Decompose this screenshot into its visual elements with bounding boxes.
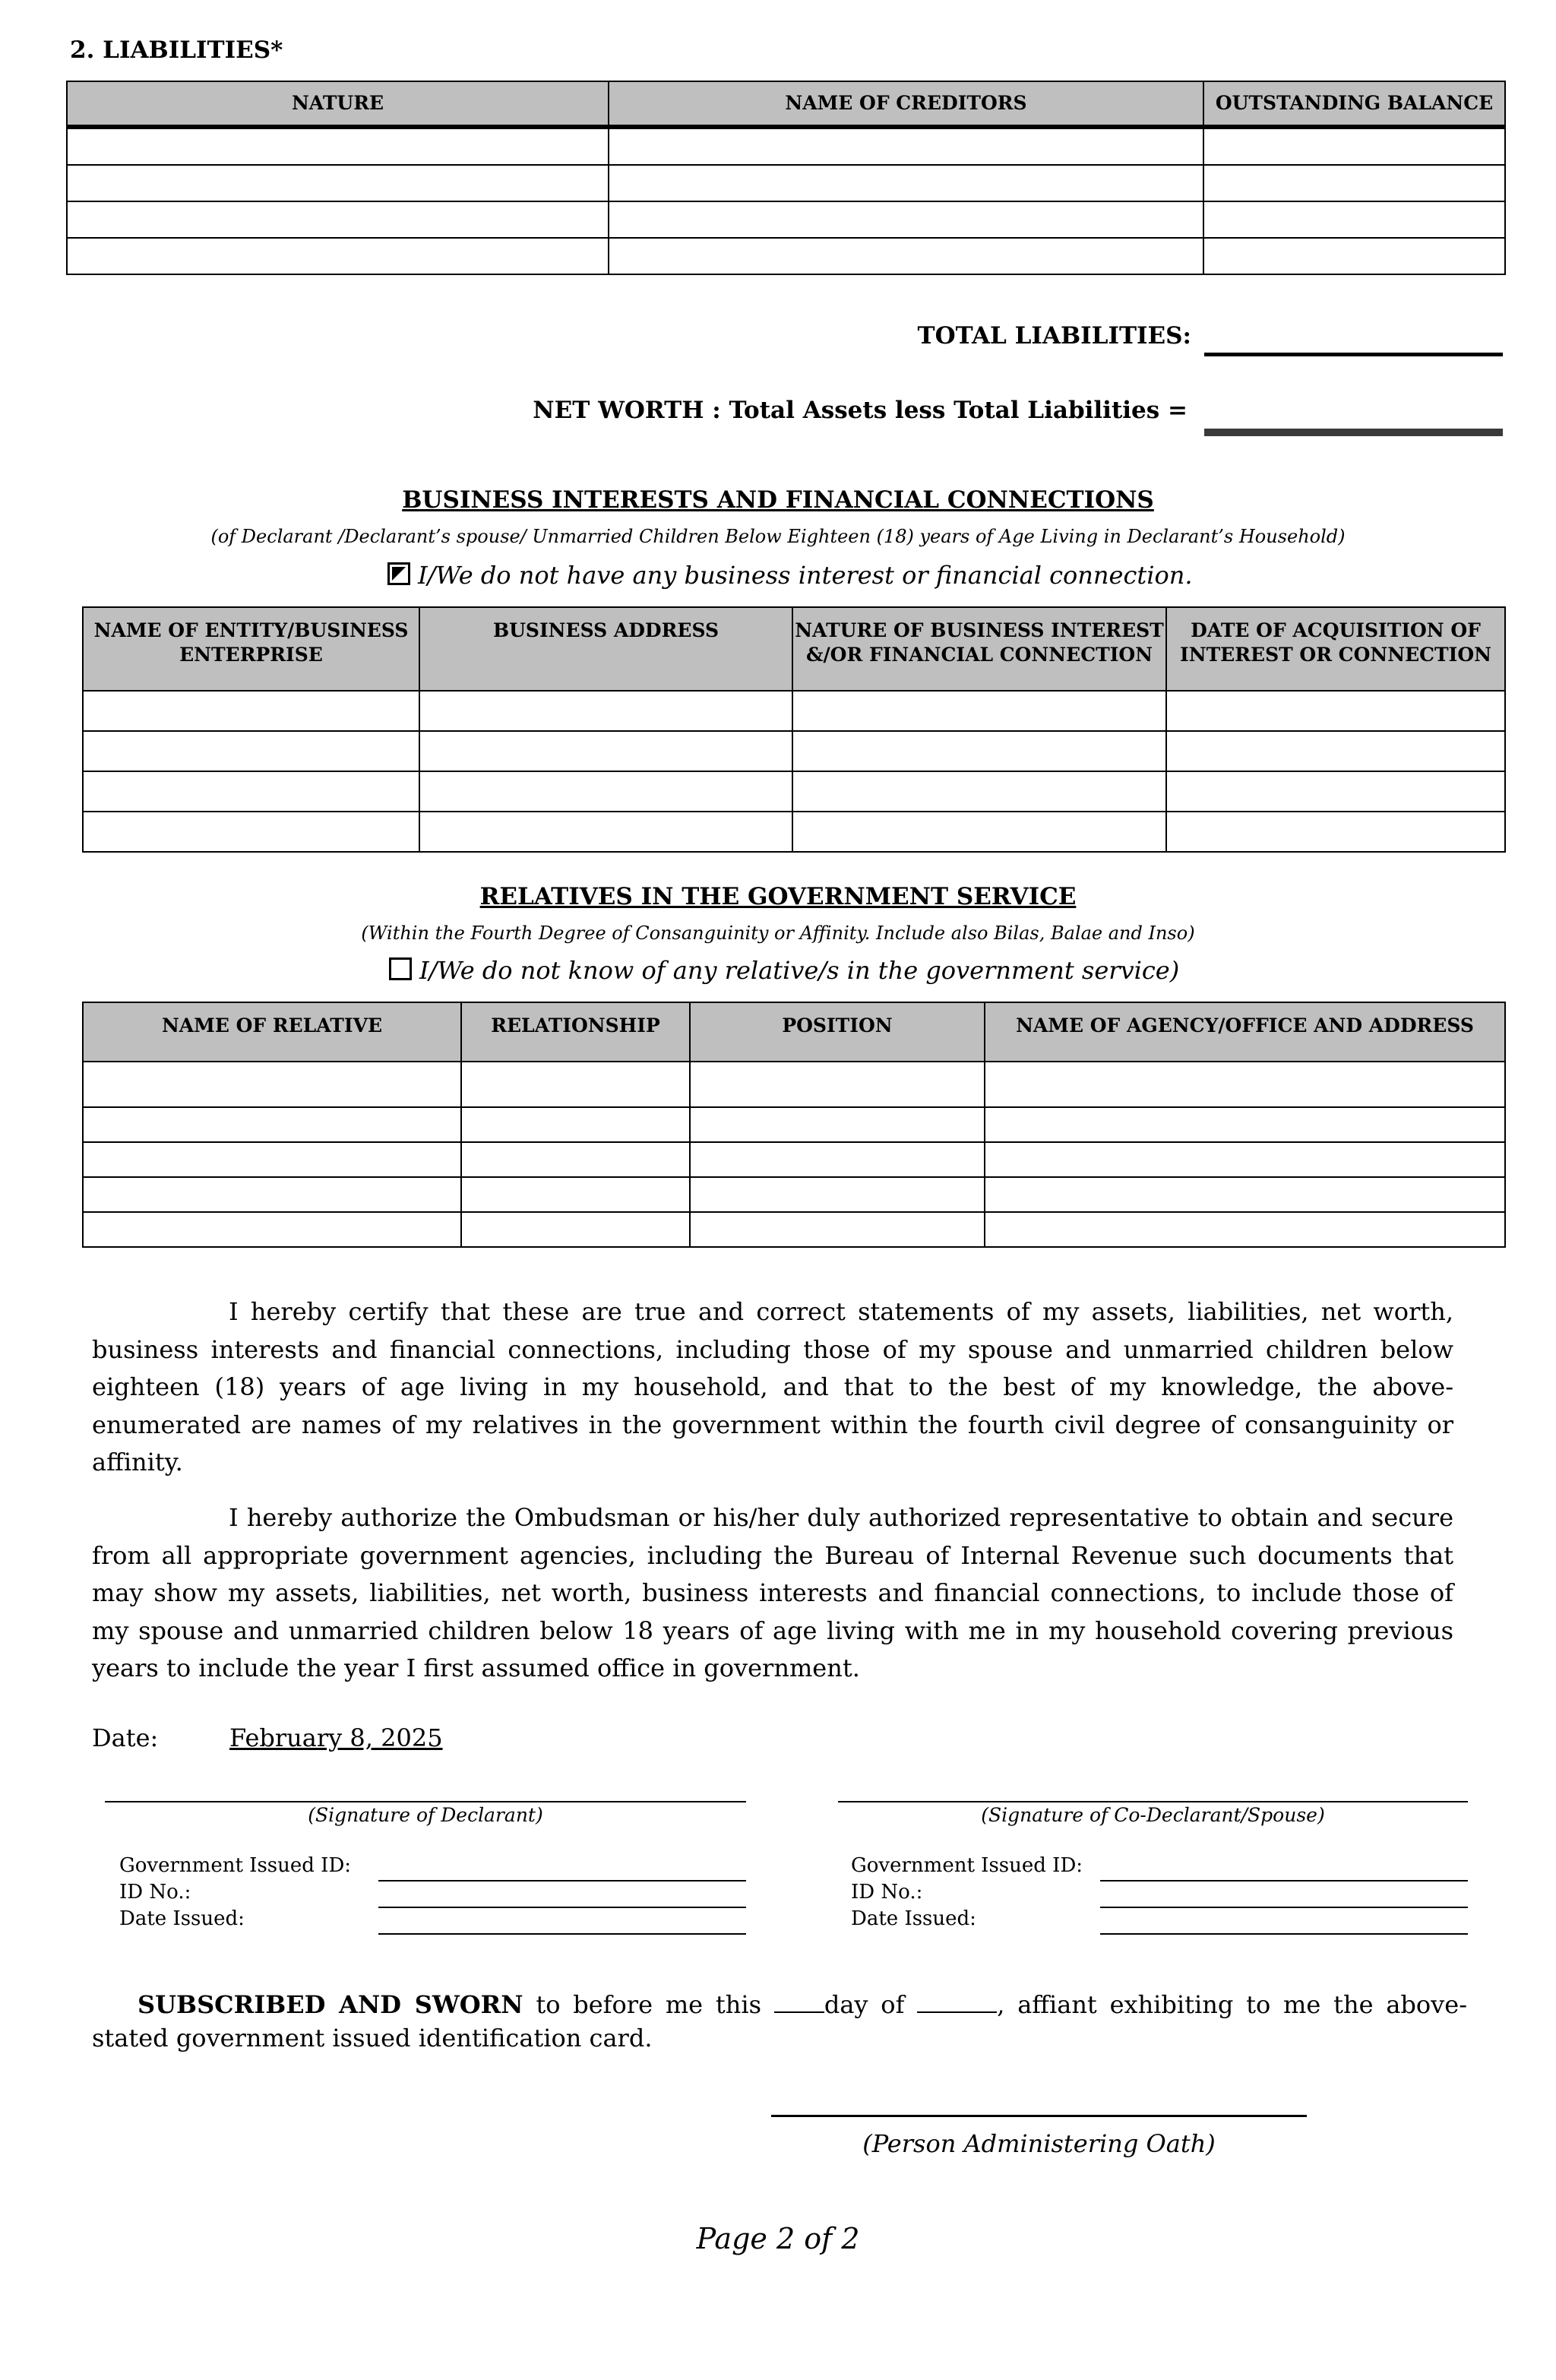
- relatives-header-agency: NAME OF AGENCY/OFFICE AND ADDRESS: [985, 1002, 1505, 1062]
- table-cell[interactable]: [792, 731, 1166, 771]
- declarant-id-label: Government Issued ID:: [119, 1854, 352, 1877]
- table-row: [83, 691, 1505, 731]
- table-row: [83, 1062, 1505, 1107]
- date-label: Date:: [92, 1723, 159, 1752]
- codeclarant-id-label: Government Issued ID:: [851, 1854, 1083, 1877]
- declarant-date-issued-field[interactable]: [378, 1933, 746, 1935]
- business-header-nature: NATURE OF BUSINESS INTEREST &/OR FINANCIAL CONNECTION: [792, 607, 1166, 691]
- relatives-header-position: POSITION: [690, 1002, 985, 1062]
- table-cell[interactable]: [1203, 201, 1505, 238]
- table-cell[interactable]: [609, 165, 1203, 201]
- table-row: [83, 1177, 1505, 1212]
- oath-day-field[interactable]: [774, 1992, 824, 2013]
- oath-administrator-caption: (Person Administering Oath): [862, 2129, 1216, 2158]
- relatives-table: [82, 1002, 1506, 1248]
- table-cell[interactable]: [1203, 238, 1505, 274]
- relatives-header-relationship: RELATIONSHIP: [461, 1002, 690, 1062]
- declarant-id-no-label: ID No.:: [119, 1881, 191, 1904]
- liabilities-header-creditors: NAME OF CREDITORS: [609, 81, 1203, 127]
- table-cell[interactable]: [67, 165, 609, 201]
- relatives-title: RELATIVES IN THE GOVERNMENT SERVICE: [479, 883, 1077, 910]
- table-row: [83, 1212, 1505, 1247]
- table-cell[interactable]: [690, 1107, 985, 1142]
- table-row: [83, 731, 1505, 771]
- table-cell[interactable]: [67, 238, 609, 274]
- table-row: [67, 165, 1505, 201]
- table-cell[interactable]: [461, 1177, 690, 1212]
- codeclarant-signature-caption: (Signature of Co-Declarant/Spouse): [981, 1804, 1325, 1826]
- table-cell[interactable]: [83, 1107, 461, 1142]
- relatives-header-name: NAME OF RELATIVE: [83, 1002, 461, 1062]
- table-cell[interactable]: [419, 731, 792, 771]
- business-checkbox-label: I/We do not have any business interest or financial connection.: [418, 561, 1193, 590]
- table-cell[interactable]: [67, 201, 609, 238]
- table-cell[interactable]: [1166, 771, 1505, 812]
- business-checkbox-row[interactable]: [387, 561, 1193, 590]
- table-cell[interactable]: [461, 1142, 690, 1177]
- certification-paragraph: I hereby certify that these are true and correct statements of my assets, liabilities, net worth, business interests and financial connections, including those of my spouse and unmarried children below eighteen (18) years of age living in my household, and that to the best of my knowledge, the above-enumerated are names of my relatives in the government within the fourth civil degree of consanguinity or affinity.: [92, 1297, 1453, 1476]
- table-cell[interactable]: [690, 1212, 985, 1247]
- codeclarant-id-no-label: ID No.:: [851, 1881, 923, 1904]
- oath-month-field[interactable]: [917, 1992, 997, 2013]
- oath-lead: SUBSCRIBED AND SWORN: [138, 1990, 523, 2019]
- liabilities-header-nature: NATURE: [67, 81, 609, 127]
- liabilities-table: [66, 81, 1506, 275]
- table-cell[interactable]: [1203, 165, 1505, 201]
- codeclarant-id-no-field[interactable]: [1100, 1907, 1468, 1908]
- oath-administrator-signature-line[interactable]: [771, 2115, 1307, 2117]
- authorization-paragraph: I hereby authorize the Ombudsman or his/her duly authorized representative to obtain and secure from all appropriate government agencies, including the Bureau of Internal Revenue such documents that may show my assets, liabilities, net worth, business interests and financial connections, to include those of my spouse and unmarried children below 18 years of age living with me in my household covering previous years to include the year I first assumed office in government.: [92, 1503, 1453, 1682]
- table-cell[interactable]: [792, 691, 1166, 731]
- table-cell[interactable]: [461, 1107, 690, 1142]
- oath-text-c: , affiant exhibiting to me the above-stated government issued identification card.: [92, 1990, 1468, 2052]
- table-cell[interactable]: [83, 1212, 461, 1247]
- codeclarant-signature-line[interactable]: [838, 1801, 1468, 1802]
- business-header-entity: NAME OF ENTITY/BUSINESS ENTERPRISE: [83, 607, 419, 691]
- business-interests-subtitle: (of Declarant /Declarant’s spouse/ Unmarried Children Below Eighteen (18) years of Age Living in Declarant’s Household): [210, 526, 1346, 547]
- total-liabilities-field[interactable]: [1204, 322, 1503, 356]
- oath-text-b: day of: [824, 1990, 918, 2019]
- declarant-id-no-field[interactable]: [378, 1907, 746, 1908]
- table-cell[interactable]: [1166, 731, 1505, 771]
- table-row: [83, 1142, 1505, 1177]
- page-number: Page 2 of 2: [696, 2222, 860, 2255]
- business-header-date: DATE OF ACQUISITION OF INTEREST OR CONNECTION: [1166, 607, 1505, 691]
- table-cell[interactable]: [83, 812, 419, 852]
- relatives-checkbox-label: I/We do not know of any relative/s in the government service): [419, 956, 1180, 985]
- table-cell[interactable]: [461, 1062, 690, 1107]
- table-cell[interactable]: [1166, 812, 1505, 852]
- table-cell[interactable]: [609, 201, 1203, 238]
- table-cell[interactable]: [83, 1142, 461, 1177]
- oath-statement: [92, 1988, 1467, 2055]
- table-cell[interactable]: [985, 1062, 1505, 1107]
- table-cell[interactable]: [83, 1062, 461, 1107]
- table-cell[interactable]: [83, 1177, 461, 1212]
- table-cell[interactable]: [792, 812, 1166, 852]
- table-cell[interactable]: [83, 771, 419, 812]
- oath-text-a: to before me this: [523, 1990, 774, 2019]
- table-cell[interactable]: [985, 1177, 1505, 1212]
- business-interests-title: BUSINESS INTERESTS AND FINANCIAL CONNECTIONS: [402, 486, 1154, 514]
- table-cell[interactable]: [83, 731, 419, 771]
- codeclarant-date-issued-field[interactable]: [1100, 1933, 1468, 1935]
- table-cell[interactable]: [419, 771, 792, 812]
- table-cell[interactable]: [690, 1142, 985, 1177]
- declarant-signature-line[interactable]: [105, 1801, 746, 1802]
- business-header-address: BUSINESS ADDRESS: [419, 607, 792, 691]
- table-cell[interactable]: [985, 1142, 1505, 1177]
- table-cell[interactable]: [690, 1062, 985, 1107]
- checkbox-icon[interactable]: [389, 957, 412, 980]
- table-cell[interactable]: [1166, 691, 1505, 731]
- relatives-subtitle: (Within the Fourth Degree of Consanguinity or Affinity. Include also Bilas, Balae and Inso): [361, 923, 1195, 944]
- net-worth-field[interactable]: [1204, 397, 1503, 436]
- total-liabilities-label: TOTAL LIABILITIES:: [917, 322, 1191, 350]
- table-row: [67, 127, 1505, 165]
- declarant-id-field[interactable]: [378, 1880, 746, 1882]
- checked-checkbox-icon[interactable]: [387, 562, 410, 585]
- table-cell[interactable]: [419, 812, 792, 852]
- table-row: [83, 771, 1505, 812]
- table-cell[interactable]: [461, 1212, 690, 1247]
- liabilities-title: 2. LIABILITIES*: [70, 36, 283, 64]
- declarant-signature-caption: (Signature of Declarant): [308, 1804, 543, 1826]
- table-cell[interactable]: [690, 1177, 985, 1212]
- table-row: [83, 1107, 1505, 1142]
- table-cell[interactable]: [985, 1107, 1505, 1142]
- liabilities-header-balance: OUTSTANDING BALANCE: [1203, 81, 1505, 127]
- table-cell[interactable]: [1203, 127, 1505, 165]
- business-interests-table: [82, 606, 1506, 853]
- declarant-date-issued-label: Date Issued:: [119, 1907, 245, 1930]
- table-cell[interactable]: [985, 1212, 1505, 1247]
- codeclarant-id-field[interactable]: [1100, 1880, 1468, 1882]
- table-cell[interactable]: [792, 771, 1166, 812]
- table-cell[interactable]: [83, 691, 419, 731]
- table-row: [67, 238, 1505, 274]
- table-cell[interactable]: [609, 127, 1203, 165]
- table-row: [67, 201, 1505, 238]
- date-value[interactable]: February 8, 2025: [229, 1723, 443, 1752]
- table-cell[interactable]: [67, 127, 609, 165]
- table-cell[interactable]: [419, 691, 792, 731]
- net-worth-label: NET WORTH : Total Assets less Total Liabilities =: [533, 397, 1188, 424]
- table-row: [83, 812, 1505, 852]
- codeclarant-date-issued-label: Date Issued:: [851, 1907, 976, 1930]
- relatives-checkbox-row[interactable]: [389, 956, 1179, 985]
- table-cell[interactable]: [609, 238, 1203, 274]
